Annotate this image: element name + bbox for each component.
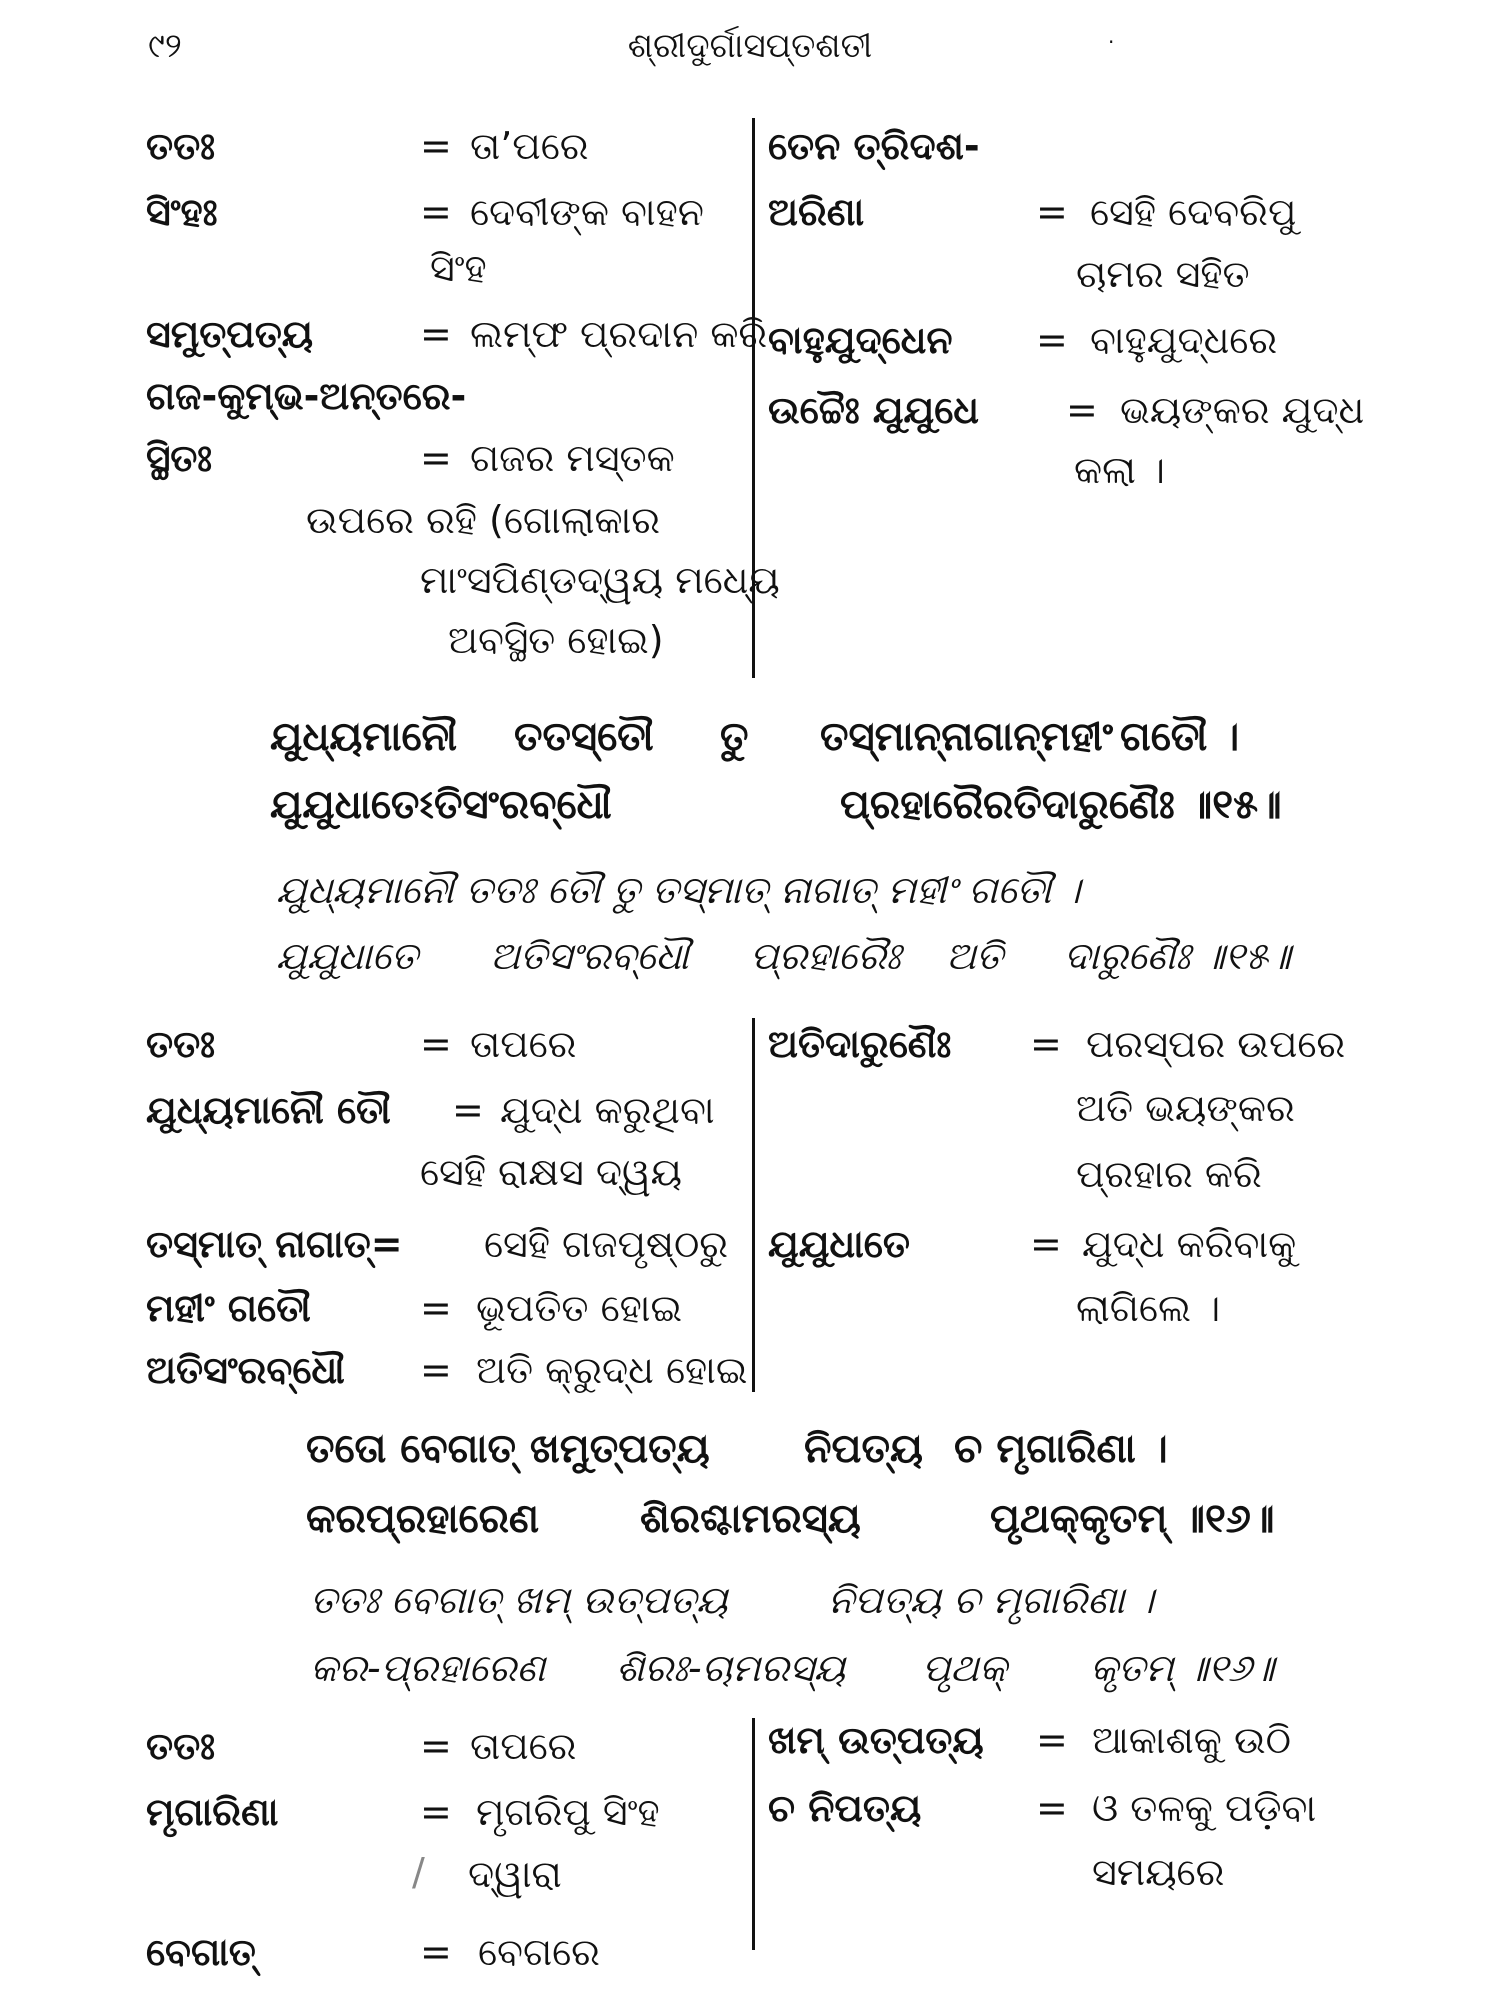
gloss-meaning-cont: ପ୍ରହାର କରି [1076,1152,1262,1196]
stray-mark: / [412,1850,425,1894]
gloss-term: ବାହୁଯୁଦ୍ଧେନ [768,318,953,362]
gloss-meaning-cont: ଦ୍ୱାରା [468,1852,562,1896]
verse-split-word: ତତଃ ବେଗାତ୍ ଖମ୍ ଉତ୍ପତ୍ୟ [310,1578,728,1622]
gloss-term: ତତଃ [146,1022,215,1066]
gloss-term: ସ୍ଥିତଃ [146,436,213,480]
gloss-term: ସିଂହଃ [146,190,218,234]
gloss-equals: = [452,1088,484,1132]
gloss-term: ଉଚ୍ଚୈଃ ଯୁଯୁଧେ [768,388,980,432]
gloss-equals: = [420,124,452,168]
verse-word: ପୃଥକ୍କୃତମ୍ ॥୧୬॥ [990,1496,1275,1542]
verse-word: ଚ ମୃଗାରିଣା । [954,1426,1168,1472]
gloss-equals: = [1066,388,1098,432]
gloss-meaning: ଅତି କ୍ରୁଦ୍ଧ ହୋଇ [476,1348,748,1392]
gloss-term: ତତଃ [146,124,215,168]
verse-word: ଗତୌ । [1120,714,1240,760]
verse-word: ତସ୍ମାନ୍ନାଗାନ୍ମହୀଂ [820,714,1113,760]
gloss-meaning-cont: ସିଂହ [430,246,487,290]
verse-word: ଶିରଶ୍ଚାମରସ୍ୟ [640,1496,861,1542]
verse-split-word: ପୃଥକ୍ [922,1646,1007,1690]
column-divider [752,1018,755,1392]
gloss-equals: = [420,436,452,480]
verse-split-word: ପ୍ରହାରୈଃ [750,934,901,978]
gloss-term: ଅତିସଂରବ୍ଧୌ [146,1348,345,1392]
gloss-equals: = [1030,1222,1062,1266]
gloss-equals: = [420,312,452,356]
gloss-meaning: ବାହୁଯୁଦ୍ଧରେ [1090,318,1278,362]
verse-word: କରପ୍ରହାରେଣ [306,1496,540,1542]
gloss-term: ଖମ୍ ଉତ୍ପତ୍ୟ [768,1718,984,1762]
gloss-meaning: ଯୁଦ୍ଧ କରିବାକୁ [1082,1222,1297,1266]
gloss-term: ମୃଗାରିଣା [146,1790,279,1834]
gloss-meaning-cont: ଅବସ୍ଥିତ ହୋଇ) [448,618,664,662]
gloss-equals: = [420,1724,452,1768]
gloss-meaning: ପରସ୍ପର ଉପରେ [1086,1022,1346,1066]
verse-word: ତତୋ ବେଗାତ୍ ଖମୁତ୍ପତ୍ୟ [306,1426,710,1472]
gloss-equals: = [420,1930,452,1974]
verse-split-word: ଅତି [946,934,1004,978]
verse-split-word: ଦାରୁଣୈଃ ॥୧୫॥ [1064,934,1291,978]
gloss-term: ଯୁଧ୍ୟମାନୌ ତୌ [146,1088,391,1132]
gloss-equals: = [1036,1718,1068,1762]
gloss-term: ଗଜ-କୁମ୍ଭ-ଅନ୍ତରେ- [146,374,467,418]
gloss-meaning-cont: ଚାମର ସହିତ [1076,252,1250,296]
verse-word: ପ୍ରହାରୈରତିଦାରୁଣୈଃ ॥୧୫॥ [840,782,1282,828]
gloss-term: ଅରିଣା [768,190,865,234]
verse-split-word: କୃତମ୍ ॥୧୬॥ [1090,1646,1275,1690]
gloss-meaning-cont: କଲା । [1074,448,1166,492]
gloss-meaning: ସେହି ଦେବରିପୁ [1090,190,1297,234]
verse-word: ଯୁଧ୍ୟମାନୌ [270,714,458,760]
verse-split-line: ଯୁଧ୍ୟମାନୌ ତତଃ ତୌ ତୁ ତସ୍ମାତ୍ ନାଗାତ୍ ମହୀଂ ଗତୌ । [276,868,1081,912]
verse-word: ତୁ [720,714,749,760]
gloss-equals: = [1036,318,1068,362]
gloss-equals: = [420,1790,452,1834]
verse-split-word: ନିପତ୍ୟ ଚ ମୃଗାରିଣା । [828,1578,1154,1622]
gloss-meaning-cont: ସମୟରେ [1092,1850,1225,1894]
verse-word: ତତସ୍ତୌ [514,714,654,760]
gloss-equals: = [1036,1786,1068,1830]
gloss-meaning-cont: ମାଂସପିଣ୍ଡଦ୍ୱୟ ମଧ୍ୟେ [420,558,780,602]
gloss-equals: = [420,1348,452,1392]
gloss-equals: = [1030,1022,1062,1066]
gloss-meaning: ଗଜର ମସ୍ତକ [470,436,675,480]
verse-split-word: ଯୁଯୁଧାତେ [276,934,418,978]
gloss-meaning: ତାପରେ [470,1022,577,1066]
gloss-term: ଅତିଦାରୁଣୈଃ [768,1022,952,1066]
gloss-meaning: ଦେବୀଙ୍କ ବାହନ [470,190,704,234]
gloss-term: ଯୁଯୁଧାତେ [768,1222,910,1266]
gloss-term: ତତଃ [146,1724,215,1768]
gloss-equals: = [420,190,452,234]
verse-word: ଯୁଯୁଧାତେଽତିସଂରବ୍ଧୌ [270,782,612,828]
gloss-meaning: ତାପରେ [470,1724,577,1768]
gloss-equals: = [420,1286,452,1330]
gloss-meaning: ଭୂପତିତ ହୋଇ [476,1286,683,1330]
gloss-meaning: ଯୁଦ୍ଧ କରୁଥିବା [500,1088,715,1132]
gloss-meaning-cont: ଲାଗିଲେ । [1076,1286,1221,1330]
page-title: ଶ୍ରୀଦୁର୍ଗାସପ୍ତଶତୀ [627,26,873,66]
verse-split-word: ଅତିସଂରବ୍ଧୌ [490,934,689,978]
verse-split-word: କର-ପ୍ରହାରେଣ [310,1646,546,1690]
gloss-meaning: ଓ ତଳକୁ ପଡ଼ିବା [1092,1786,1317,1830]
gloss-meaning: ଆକାଶକୁ ଉଠି [1092,1718,1291,1762]
page-number: ୯୨ [148,26,182,66]
verse-split-word: ଶିରଃ-ଚାମରସ୍ୟ [616,1646,846,1690]
gloss-term: ବେଗାତ୍ [146,1930,256,1974]
gloss-term: ସମୁତ୍ପତ୍ୟ [146,312,314,356]
gloss-meaning: ମୃଗରିପୁ ସିଂହ [476,1790,660,1834]
gloss-meaning: ଭୟଙ୍କର ଯୁଦ୍ଧ [1120,388,1365,432]
gloss-term: ତସ୍ମାତ୍ ନାଗାତ୍= [146,1222,403,1266]
header-mark: · [1108,30,1115,54]
column-divider [752,1718,755,1950]
gloss-meaning: ବେଗରେ [478,1930,600,1974]
gloss-meaning: ତା’ପରେ [470,124,589,168]
gloss-meaning-cont: ଅତି ଭୟଙ୍କର [1076,1086,1295,1130]
gloss-meaning-cont: ସେହି ରାକ୍ଷସ ଦ୍ୱୟ [420,1150,683,1194]
gloss-equals: = [1036,190,1068,234]
gloss-term: ଚ ନିପତ୍ୟ [768,1786,922,1830]
verse-word: ନିପତ୍ୟ [804,1426,923,1472]
gloss-meaning-cont: ଉପରେ ରହି (ଗୋଲାକାର [306,498,661,542]
gloss-term: ମହୀଂ ଗତୌ [146,1286,311,1330]
gloss-meaning: ସେହି ଗଜପୃଷ୍ଠରୁ [484,1222,729,1266]
gloss-equals: = [420,1022,452,1066]
gloss-meaning: ଲମ୍ଫ ପ୍ରଦାନ କରି [470,312,768,356]
gloss-term: ତେନ ତ୍ରିଦଶ- [768,124,980,168]
